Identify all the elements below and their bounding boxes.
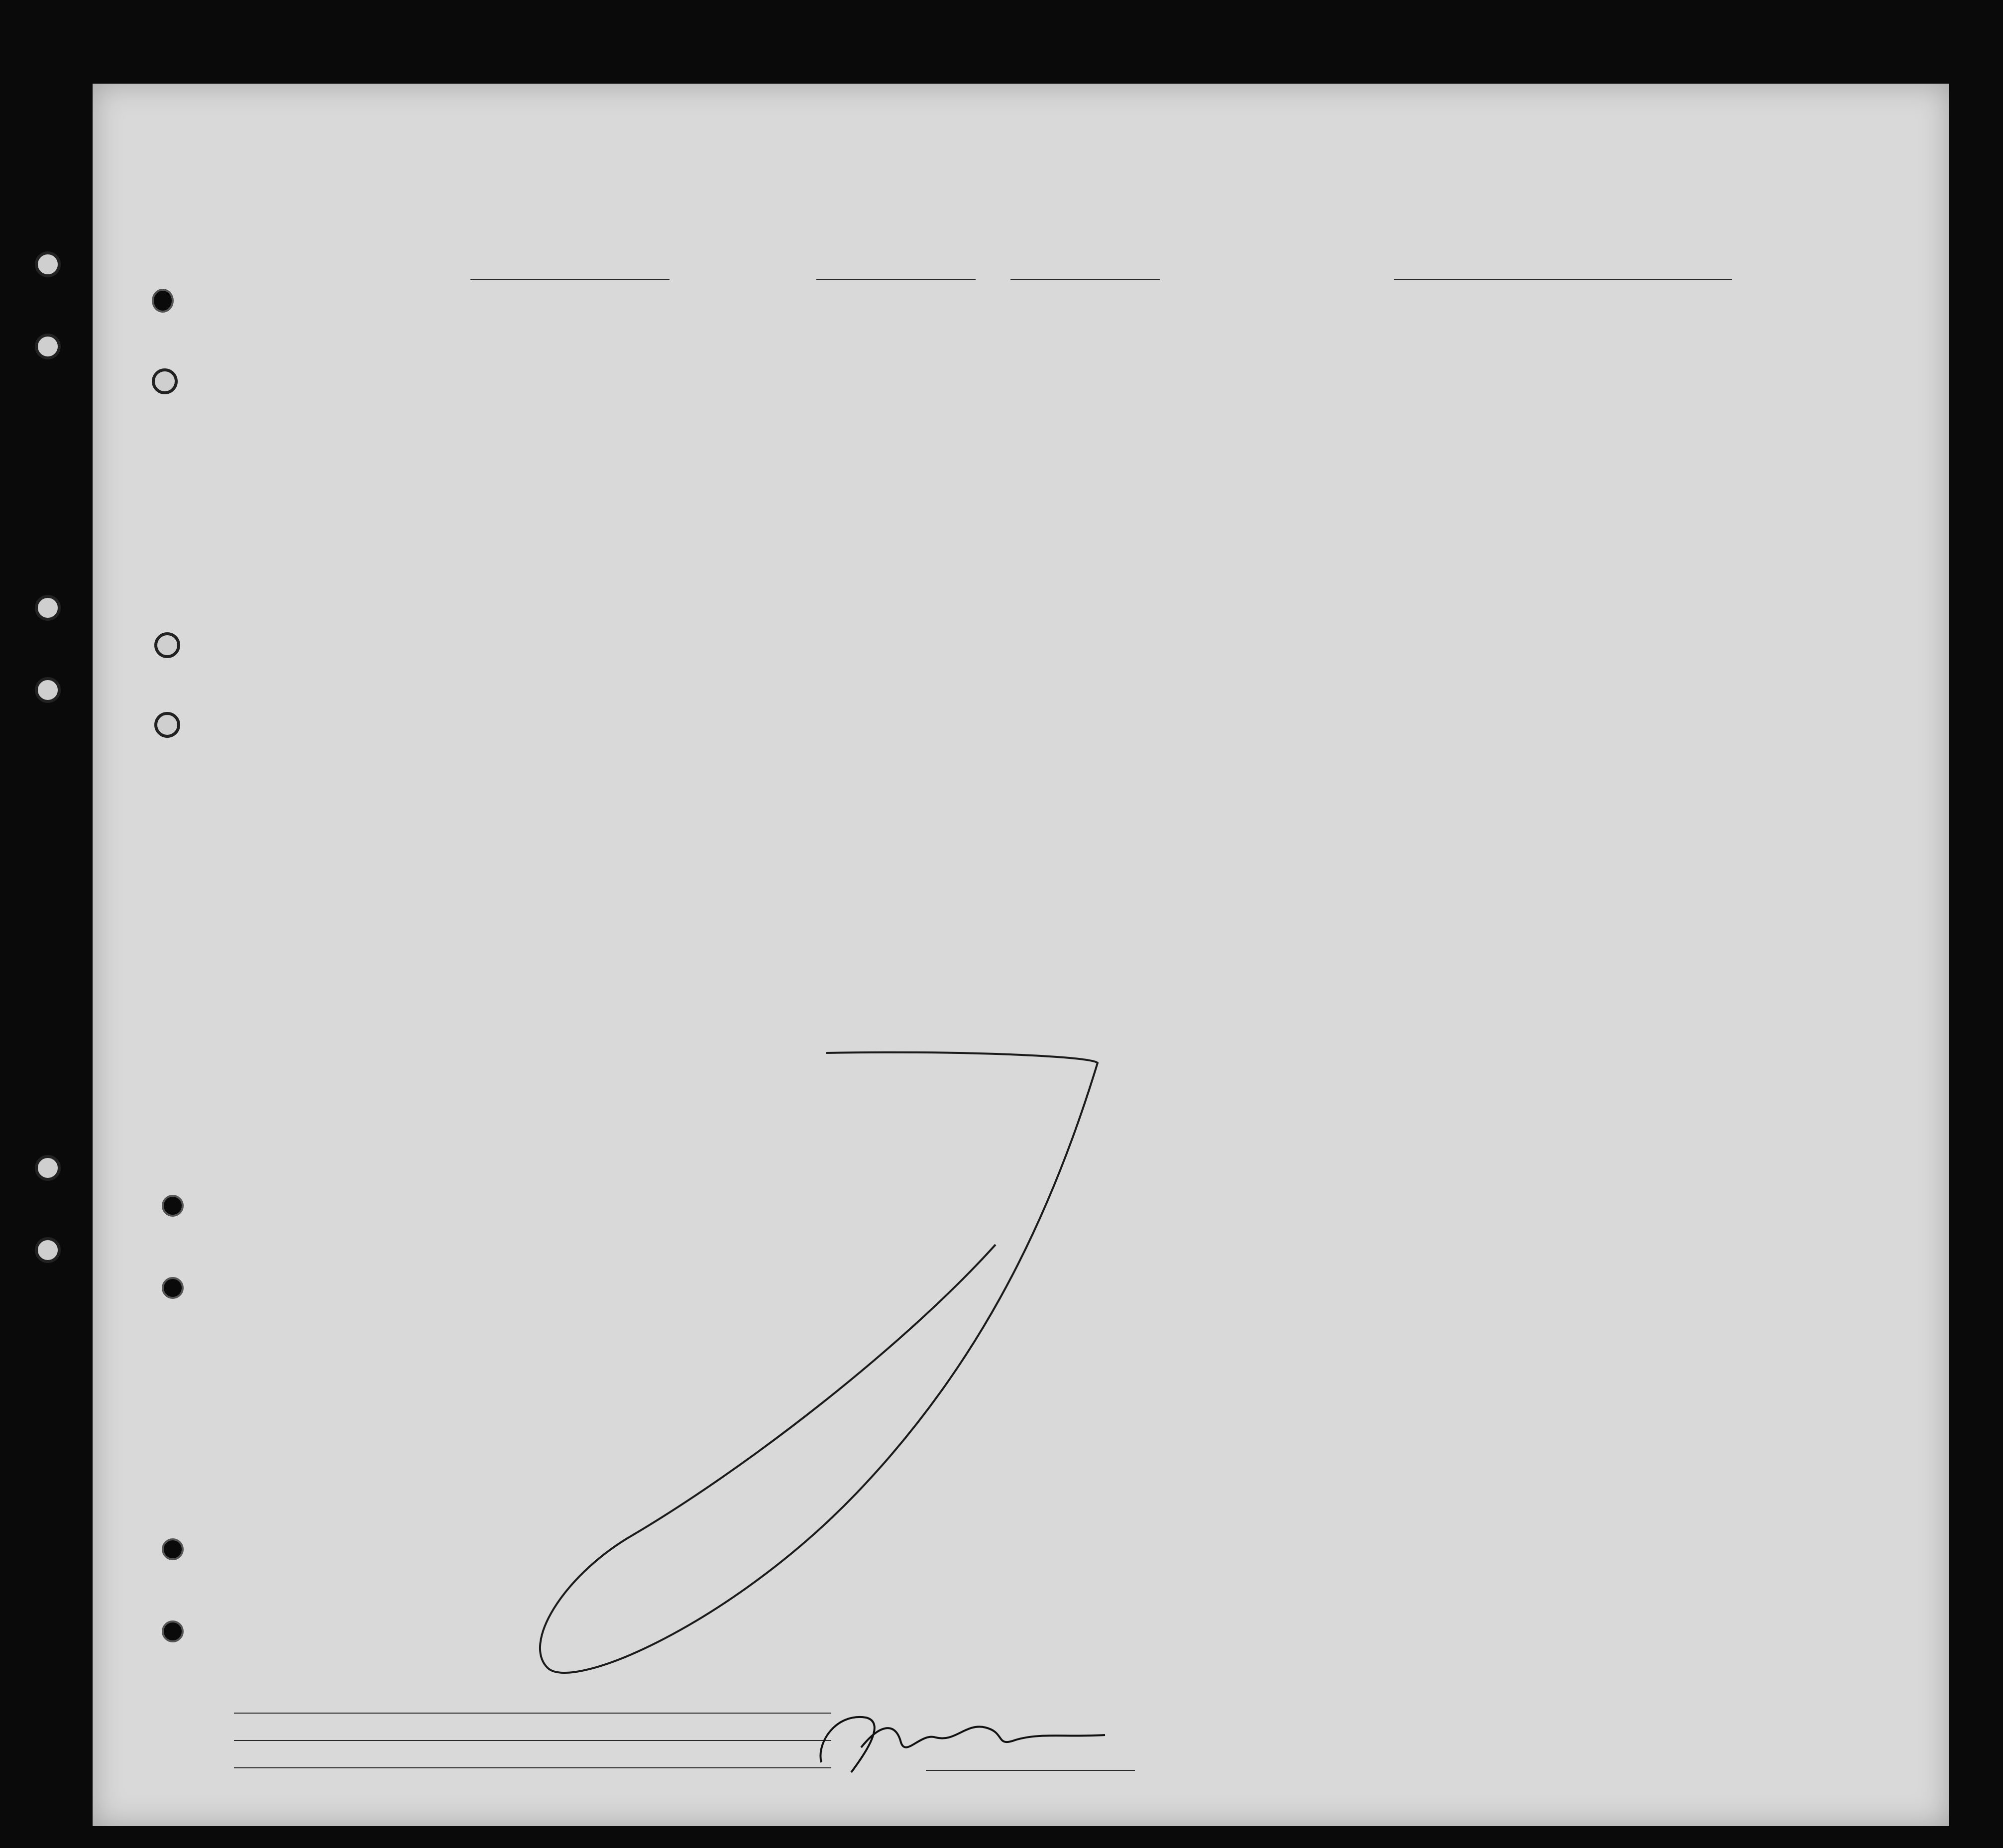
inspector-signature	[806, 1693, 1155, 1777]
diagonal-line	[540, 1052, 1098, 1673]
